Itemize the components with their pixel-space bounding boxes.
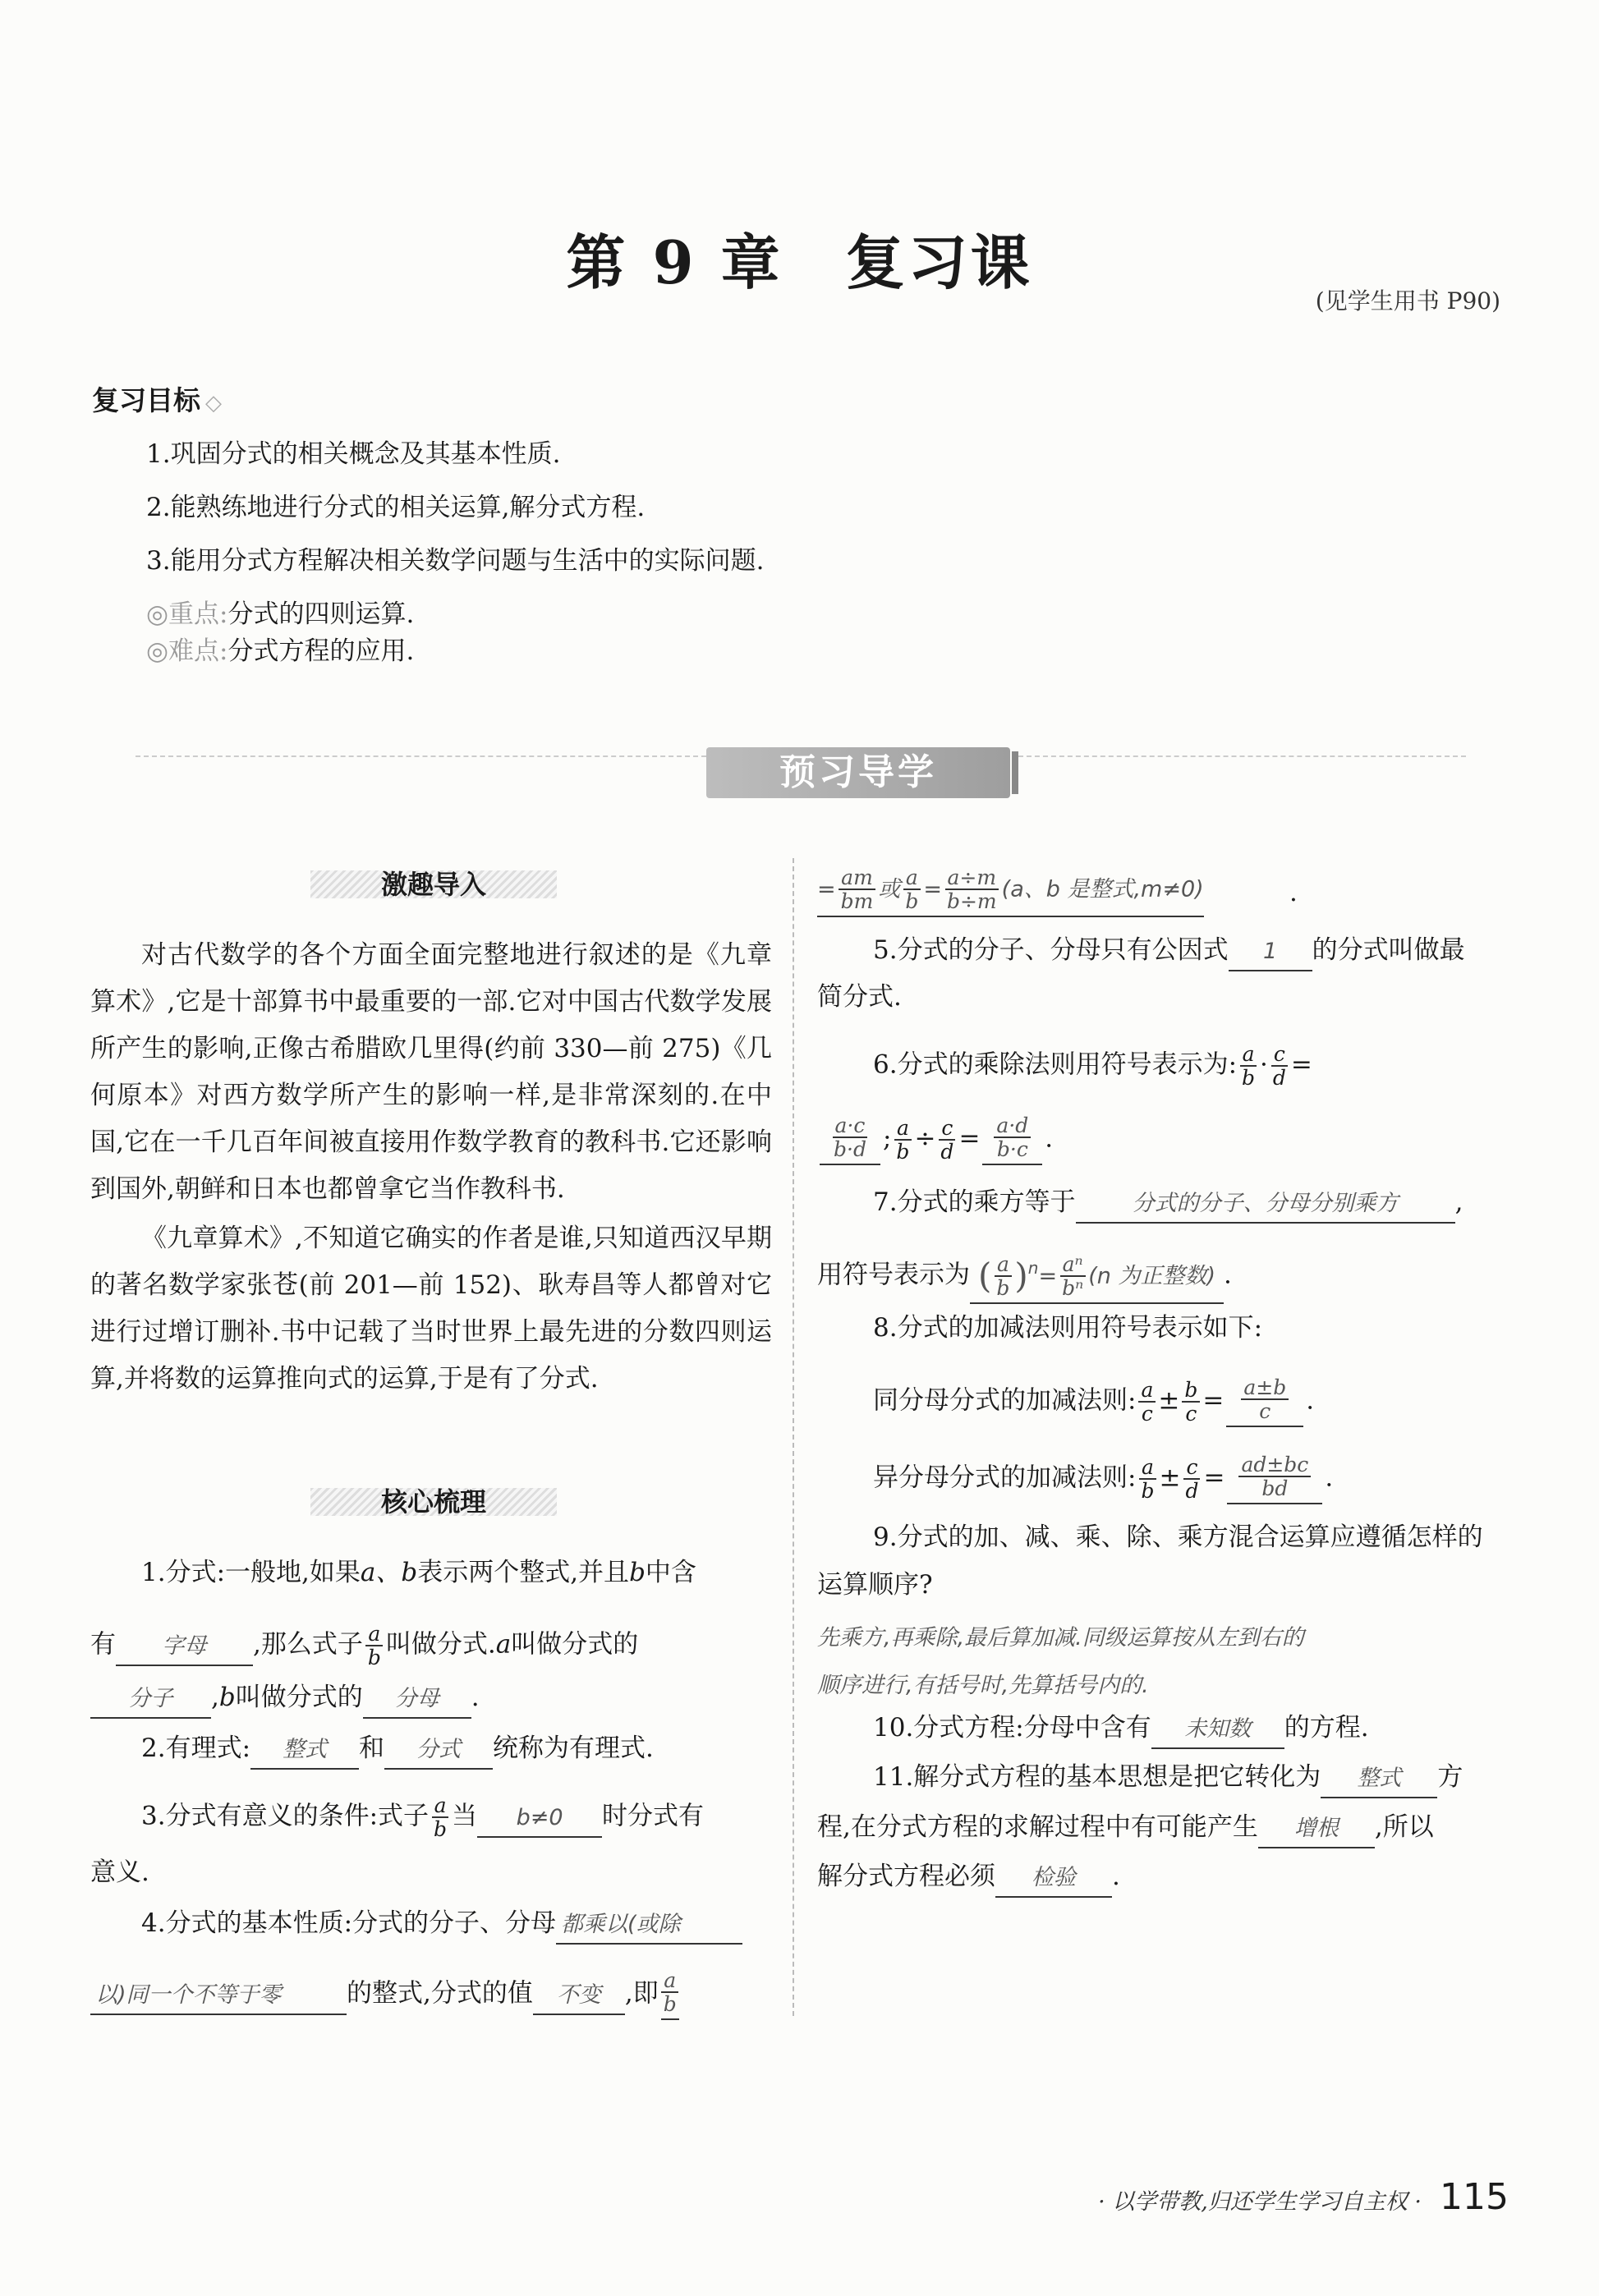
numerator: a bbox=[1139, 1456, 1156, 1480]
equals: = bbox=[817, 876, 836, 902]
equals: = bbox=[923, 876, 942, 902]
fraction-a-over-b bbox=[365, 1623, 384, 1669]
focus-text: 分式的四则运算. bbox=[227, 599, 415, 629]
q3-text: 当 bbox=[452, 1801, 478, 1831]
numerator: a·d bbox=[994, 1114, 1031, 1138]
denominator: b·c bbox=[996, 1137, 1028, 1161]
numerator: a bbox=[995, 1253, 1012, 1277]
objective-item: 1.巩固分式的相关概念及其基本性质. bbox=[146, 439, 561, 469]
period: . bbox=[1045, 1123, 1054, 1154]
denominator: b·d bbox=[834, 1137, 866, 1161]
difficulty-point bbox=[146, 635, 414, 668]
fraction-a-div-m-over-b-div-m bbox=[944, 866, 999, 912]
denominator: bⁿ bbox=[1062, 1275, 1084, 1300]
diamond-arrow-icon: ◇ bbox=[205, 391, 222, 416]
page-title: 第 9 章 复习课 bbox=[566, 227, 1033, 297]
q3-answer-blank: b≠0 bbox=[477, 1800, 602, 1838]
q4-answer-blank-1b: 以)同一个不等于零 bbox=[90, 1977, 347, 2015]
q2-answer-blank-2: 分式 bbox=[384, 1732, 493, 1770]
q11-text: ,所以 bbox=[1374, 1812, 1434, 1842]
q6-answer-multiply bbox=[820, 1114, 880, 1165]
q7-answer-blank: 分式的分子、分母分别乘方 bbox=[1076, 1186, 1455, 1224]
q9-line-2: 运算顺序? bbox=[817, 1570, 933, 1600]
denominator: b bbox=[896, 1140, 910, 1164]
q11-text: 方 bbox=[1437, 1762, 1463, 1792]
q11-text: 程,在分式方程的求解过程中有可能产生 bbox=[817, 1812, 1258, 1842]
objectives-heading-text: 复习目标 bbox=[92, 384, 200, 416]
q4-answer-blank-1a: 都乘以(或除 bbox=[556, 1907, 742, 1945]
numerator: ad±bc bbox=[1238, 1453, 1311, 1477]
q1-text: , bbox=[211, 1683, 219, 1712]
denominator: d bbox=[940, 1140, 954, 1164]
banner-bar bbox=[1012, 751, 1018, 794]
equals: = bbox=[958, 1123, 981, 1154]
denominator: b bbox=[367, 1646, 381, 1669]
intro-heading: 激趣导入 bbox=[380, 869, 486, 900]
objectives-heading bbox=[92, 379, 222, 418]
period: . bbox=[1325, 1463, 1334, 1493]
q1-var-a: a bbox=[495, 1629, 512, 1660]
q8-same-label: 同分母分式的加减法则: bbox=[873, 1385, 1137, 1416]
q10-line bbox=[873, 1710, 1369, 1749]
or-text: 或 bbox=[878, 876, 901, 902]
q1-line-3 bbox=[90, 1679, 480, 1719]
q7-text: 7.分式的乘方等于 bbox=[873, 1187, 1076, 1217]
q11-answer-blank-3: 检验 bbox=[995, 1860, 1112, 1898]
numerator: a bbox=[365, 1623, 383, 1646]
q4-text: 的整式,分式的值 bbox=[347, 1978, 533, 2009]
q4-line-1 bbox=[141, 1905, 742, 1945]
fraction-b-over-c bbox=[1182, 1379, 1200, 1425]
divide: ÷ bbox=[914, 1123, 936, 1154]
q5-answer-blank: 1 bbox=[1229, 934, 1312, 971]
q11-line-1 bbox=[873, 1759, 1463, 1798]
q3-text: 3.分式有意义的条件:式子 bbox=[141, 1801, 430, 1831]
numerator: c bbox=[1183, 1456, 1200, 1480]
denominator: c bbox=[1259, 1399, 1271, 1423]
q2-answer-blank-1: 整式 bbox=[250, 1732, 359, 1770]
q8-same-denominator bbox=[873, 1376, 1314, 1427]
numerator: a·c bbox=[833, 1114, 868, 1138]
q1-text: ,那么式子 bbox=[253, 1629, 363, 1660]
student-book-reference: (见学生用书 P90) bbox=[1315, 287, 1500, 315]
numerator: aⁿ bbox=[1060, 1253, 1086, 1277]
denominator: bm bbox=[840, 889, 874, 913]
q4-continued bbox=[817, 866, 1204, 917]
q10-text: 的方程. bbox=[1284, 1713, 1369, 1743]
q11-text: 11.解分式方程的基本思想是把它转化为 bbox=[873, 1762, 1321, 1792]
q5-line-1 bbox=[873, 932, 1465, 971]
denominator: b bbox=[905, 889, 919, 913]
difficulty-label: ◎难点: bbox=[146, 636, 228, 666]
paren: ( bbox=[978, 1255, 992, 1296]
q4-text: 4.分式的基本性质:分式的分子、分母 bbox=[141, 1908, 557, 1938]
equals: = bbox=[1203, 1463, 1225, 1493]
period: . bbox=[471, 1683, 480, 1712]
denominator: d bbox=[1272, 1066, 1286, 1090]
q2-text: 和 bbox=[359, 1733, 385, 1763]
q9-answer-line-1: 先乘方,再乘除,最后算加减.同级运算按从左到右的 bbox=[817, 1625, 1304, 1651]
footer-motto: · 以学带教,归还学生学习自主权 · bbox=[1098, 2189, 1422, 2215]
intro-paragraph-2: 《九章算术》,不知道它确实的作者是谁,只知道西汉早期的著名数学家张苍(前 201—前 152)、耿寿昌等人都曾对它进行过增订删补.书中记载了当时世界上最先进的分数四则运算,并将数的运算推向式的运算,于是有了分式. bbox=[90, 1224, 772, 1394]
focus-label: ◎重点: bbox=[146, 599, 228, 629]
q1-answer-blank-2: 分子 bbox=[90, 1681, 211, 1719]
q10-answer-blank: 未知数 bbox=[1151, 1711, 1284, 1749]
q1-text: 中含 bbox=[645, 1558, 696, 1587]
numerator: c bbox=[939, 1117, 955, 1141]
page-number: 115 bbox=[1440, 2176, 1509, 2218]
fraction-a-over-b bbox=[994, 1253, 1012, 1299]
q1-line-2 bbox=[90, 1623, 638, 1669]
denominator: b÷m bbox=[946, 889, 997, 913]
numerator: a bbox=[661, 1969, 678, 1993]
page-footer bbox=[1098, 2176, 1509, 2218]
q8-different-denominator bbox=[873, 1453, 1333, 1504]
q4-answer-fraction bbox=[661, 1969, 679, 2020]
q3-text: 时分式有 bbox=[602, 1801, 705, 1831]
q4-answer-blank-2: 不变 bbox=[533, 1977, 625, 2015]
numerator: a bbox=[432, 1794, 449, 1818]
fraction-a-over-b bbox=[1239, 1043, 1257, 1089]
q1-vars: a、b bbox=[360, 1558, 418, 1587]
q2-line bbox=[141, 1730, 654, 1770]
equals: = bbox=[1290, 1049, 1312, 1080]
q1-text: 有 bbox=[90, 1629, 116, 1660]
preview-banner: 预习导学 bbox=[706, 747, 1010, 798]
q8-line: 8.分式的加减法则用符号表示如下: bbox=[873, 1313, 1263, 1343]
period: . bbox=[1224, 1260, 1232, 1290]
core-heading: 核心梳理 bbox=[380, 1486, 486, 1518]
q2-text: 2.有理式: bbox=[141, 1733, 251, 1763]
denominator: b bbox=[663, 1992, 677, 2016]
fraction-a-over-b bbox=[1138, 1456, 1156, 1502]
fraction-am-over-bm bbox=[839, 866, 876, 912]
q5-text: 5.分式的分子、分母只有公因式 bbox=[873, 935, 1229, 965]
fraction-c-over-d bbox=[1270, 1043, 1289, 1089]
intro-paragraph-1: 对古代数学的各个方面全面完整地进行叙述的是《九章算术》,它是十部算书中最重要的一部.它对中国古代数学发展所产生的影响,正像古希腊欧几里得(约前 330—前 275)《几何原本》对西方数学所产生的影响一样,是非常深刻的.在中国,它在一千几百年间被直接用作数学教育的教科书.它还影响到国外,朝鲜和日本也都曾拿它当作教科书. bbox=[90, 940, 772, 1204]
period: . bbox=[1306, 1385, 1315, 1416]
q3-line-2: 意义. bbox=[90, 1857, 149, 1887]
q8-answer-different bbox=[1227, 1453, 1322, 1504]
numerator: a bbox=[903, 866, 921, 890]
difficulty-text: 分式方程的应用. bbox=[227, 636, 415, 666]
numerator: a±b bbox=[1241, 1376, 1289, 1400]
q1-text: 叫做分式的 bbox=[235, 1683, 363, 1712]
q7-text: 用符号表示为 bbox=[817, 1260, 970, 1290]
q11-text: 解分式方程必须 bbox=[817, 1862, 995, 1891]
fraction-a-over-c bbox=[1138, 1379, 1156, 1425]
banner-right-line bbox=[1018, 755, 1466, 757]
q8-diff-label: 异分母分式的加减法则: bbox=[873, 1463, 1137, 1493]
q1-text: 叫做分式的 bbox=[511, 1629, 639, 1660]
q6-line-1 bbox=[873, 1043, 1312, 1089]
q4-line-2 bbox=[90, 1969, 682, 2020]
numerator: c bbox=[1271, 1043, 1288, 1067]
fraction-c-over-d bbox=[1183, 1456, 1201, 1502]
q1-answer-blank-3: 分母 bbox=[363, 1681, 471, 1719]
semicolon: ; bbox=[882, 1123, 892, 1154]
q1-text: 叫做分式. bbox=[385, 1629, 496, 1660]
q11-answer-blank-2: 增根 bbox=[1258, 1811, 1375, 1848]
denominator: b bbox=[1242, 1066, 1256, 1090]
q11-line-3 bbox=[817, 1858, 1120, 1898]
q9-line-1: 9.分式的加、减、乘、除、乘方混合运算应遵循怎样的 bbox=[873, 1522, 1483, 1552]
q7-condition: (n 为正整数) bbox=[1088, 1263, 1216, 1289]
denominator: c bbox=[1141, 1402, 1153, 1426]
q1-var-b: b bbox=[218, 1683, 236, 1712]
banner-left-line bbox=[136, 755, 706, 757]
q8-answer-same bbox=[1226, 1376, 1303, 1427]
fraction-an-over-bn bbox=[1059, 1253, 1086, 1299]
fraction-a-over-b bbox=[894, 1117, 912, 1163]
numerator: b bbox=[1182, 1379, 1200, 1403]
q7-line-1: 7.分式的乘方等于 分式的分子、分母分别乘方 , bbox=[873, 1184, 1463, 1224]
numerator: a bbox=[894, 1117, 912, 1141]
numerator: a bbox=[1138, 1379, 1156, 1403]
q4-condition: (a、b 是整式,m≠0) bbox=[1001, 876, 1204, 902]
numerator: am bbox=[839, 866, 875, 890]
q2-text: 统称为有理式. bbox=[493, 1733, 654, 1763]
column-divider bbox=[793, 858, 794, 2016]
equals: = bbox=[1202, 1385, 1225, 1416]
fraction-c-over-d bbox=[938, 1117, 956, 1163]
q5-text: 的分式叫做最 bbox=[1312, 935, 1465, 965]
q4-text: ,即 bbox=[624, 1978, 659, 2009]
plus-minus: ± bbox=[1158, 1385, 1180, 1416]
fraction-a-over-b bbox=[431, 1794, 449, 1840]
q7-line-2 bbox=[817, 1250, 1232, 1304]
q1-text: 表示两个整式,并且 bbox=[417, 1558, 630, 1587]
q6-line-2 bbox=[817, 1114, 1053, 1165]
denominator: b bbox=[1141, 1479, 1155, 1503]
objective-item: 2.能熟练地进行分式的相关运算,解分式方程. bbox=[146, 493, 646, 522]
q7-answer-formula bbox=[970, 1250, 1224, 1304]
paren: ) bbox=[1014, 1255, 1028, 1296]
denominator: c bbox=[1185, 1402, 1197, 1426]
denominator: bd bbox=[1261, 1476, 1289, 1500]
period: . bbox=[1289, 878, 1298, 907]
q1-line-1 bbox=[141, 1554, 696, 1591]
fraction-a-over-b bbox=[903, 866, 921, 912]
q11-answer-blank-1: 整式 bbox=[1321, 1761, 1437, 1798]
period: . bbox=[1112, 1862, 1120, 1891]
focus-point bbox=[146, 598, 414, 631]
q1-answer-blank-1: 字母 bbox=[116, 1628, 253, 1666]
dot: · bbox=[1260, 1049, 1268, 1080]
numerator: a bbox=[1240, 1043, 1257, 1067]
equals: = bbox=[1038, 1263, 1058, 1289]
numerator: a÷m bbox=[945, 866, 999, 890]
q6-answer-divide bbox=[982, 1114, 1042, 1165]
denominator: b bbox=[996, 1275, 1010, 1300]
q6-text: 6.分式的乘除法则用符号表示为: bbox=[873, 1049, 1238, 1080]
objective-item: 3.能用分式方程解决相关数学问题与生活中的实际问题. bbox=[146, 546, 765, 576]
q5-line-2: 简分式. bbox=[817, 982, 902, 1012]
exponent-n: n bbox=[1027, 1258, 1039, 1278]
denominator: b bbox=[434, 1817, 448, 1841]
plus-minus: ± bbox=[1159, 1463, 1181, 1493]
denominator: d bbox=[1185, 1479, 1199, 1503]
q1-var-b: b bbox=[629, 1558, 646, 1587]
q9-answer-line-2: 顺序进行,有括号时,先算括号内的. bbox=[817, 1673, 1149, 1698]
q1-text: 1.分式:一般地,如果 bbox=[141, 1558, 361, 1587]
q10-text: 10.分式方程:分母中含有 bbox=[873, 1713, 1151, 1743]
q11-line-2 bbox=[817, 1809, 1434, 1848]
q3-line-1 bbox=[141, 1794, 704, 1840]
